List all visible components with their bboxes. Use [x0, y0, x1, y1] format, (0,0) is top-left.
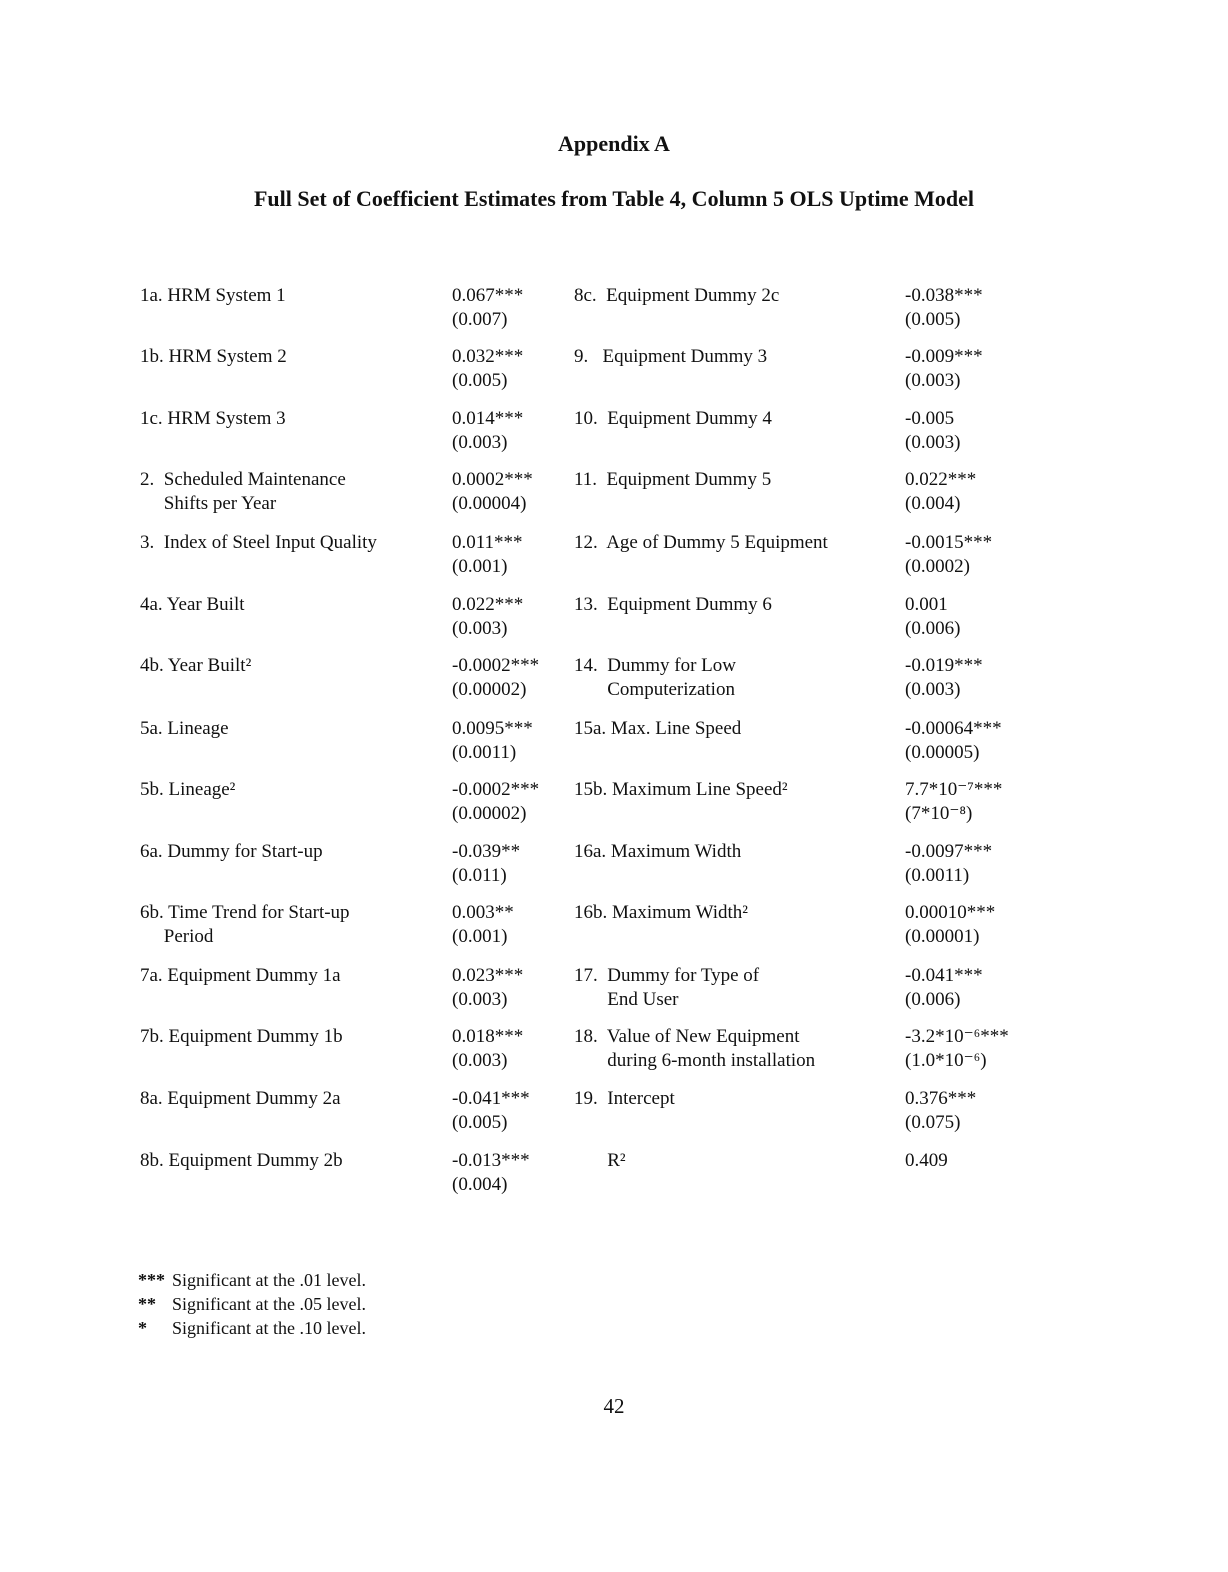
- right-value-line: -0.0097***: [905, 841, 993, 862]
- left-label: [140, 1025, 440, 1049]
- right-value-line: 0.001: [905, 594, 948, 615]
- table-row: [0, 593, 1228, 653]
- left-value-line: 0.023***: [452, 965, 524, 986]
- right-value-line: -0.038***: [905, 285, 983, 306]
- left-value: [452, 717, 562, 765]
- right-value-line: (0.075): [905, 1112, 961, 1133]
- left-value: [452, 901, 562, 949]
- right-label-line: 19. Intercept: [574, 1088, 675, 1109]
- right-value: [905, 778, 1035, 826]
- left-value-line: 0.018***: [452, 1026, 524, 1047]
- left-value: [452, 531, 562, 579]
- right-value-line: (0.0011): [905, 865, 970, 886]
- left-label-line: 6a. Dummy for Start-up: [140, 841, 323, 862]
- right-label-line: during 6-month installation: [574, 1050, 816, 1071]
- left-label: [140, 1149, 440, 1173]
- left-label-line: 5a. Lineage: [140, 718, 229, 739]
- left-value-line: (0.005): [452, 1112, 508, 1133]
- left-value: [452, 345, 562, 393]
- left-label-line: 8b. Equipment Dummy 2b: [140, 1150, 343, 1171]
- table-row: [0, 468, 1228, 528]
- right-value-line: 0.409: [905, 1150, 948, 1171]
- significance-notes: [138, 1268, 738, 1340]
- right-value-line: (0.00005): [905, 742, 980, 763]
- left-value-line: 0.0095***: [452, 718, 533, 739]
- left-value-line: (0.0011): [452, 742, 517, 763]
- left-value-line: -0.013***: [452, 1150, 530, 1171]
- right-label-line: 15b. Maximum Line Speed²: [574, 779, 788, 800]
- right-value-line: -0.005: [905, 408, 955, 429]
- right-value: [905, 964, 1035, 1012]
- table-row: [0, 345, 1228, 405]
- right-value-line: (0.006): [905, 989, 961, 1010]
- right-value: [905, 593, 1035, 641]
- left-value-line: 0.0002***: [452, 469, 533, 490]
- left-value-line: 0.032***: [452, 346, 524, 367]
- right-value-line: (0.003): [905, 370, 961, 391]
- table-row: [0, 531, 1228, 591]
- left-value-line: (0.005): [452, 370, 508, 391]
- left-value-line: (0.00002): [452, 803, 527, 824]
- left-label: [140, 778, 440, 802]
- left-value: [452, 654, 562, 702]
- right-label: [574, 964, 894, 1012]
- appendix-heading: Appendix A: [558, 131, 670, 156]
- left-value-line: 0.011***: [452, 532, 523, 553]
- right-value-line: (0.006): [905, 618, 961, 639]
- left-label: [140, 840, 440, 864]
- right-label: [574, 468, 894, 492]
- note-text: Significant at the .10 level.: [172, 1318, 366, 1338]
- right-value: [905, 1025, 1035, 1073]
- left-label-line: 4b. Year Built²: [140, 655, 252, 676]
- right-label: [574, 531, 894, 555]
- right-label-line: 10. Equipment Dummy 4: [574, 408, 772, 429]
- right-label: [574, 345, 894, 369]
- left-value: [452, 468, 562, 516]
- right-value: [905, 1149, 1035, 1173]
- right-value-line: -0.041***: [905, 965, 983, 986]
- left-label-line: 3. Index of Steel Input Quality: [140, 532, 377, 553]
- left-value-line: 0.067***: [452, 285, 524, 306]
- note-text: Significant at the .01 level.: [172, 1270, 366, 1290]
- left-value: [452, 1025, 562, 1073]
- left-value: [452, 407, 562, 455]
- table-row: [0, 901, 1228, 961]
- right-value: [905, 531, 1035, 579]
- left-label-line: 1a. HRM System 1: [140, 285, 286, 306]
- left-value: [452, 964, 562, 1012]
- left-label: [140, 593, 440, 617]
- left-label: [140, 407, 440, 431]
- note-line: [138, 1292, 738, 1316]
- right-value-line: (0.0002): [905, 556, 970, 577]
- table-row: [0, 840, 1228, 900]
- right-value: [905, 407, 1035, 455]
- note-mark: **: [138, 1294, 156, 1314]
- right-label-line: 17. Dummy for Type of: [574, 965, 760, 986]
- right-label: [574, 284, 894, 308]
- left-value: [452, 1087, 562, 1135]
- left-value: [452, 593, 562, 641]
- table-row: [0, 407, 1228, 467]
- left-value-line: (0.001): [452, 556, 508, 577]
- left-label: [140, 531, 440, 555]
- left-label-line: Period: [140, 926, 214, 947]
- table-title: Full Set of Coefficient Estimates from Table 4, Column 5 OLS Uptime Model: [253, 186, 975, 211]
- right-label: [574, 407, 894, 431]
- left-label-line: 1c. HRM System 3: [140, 408, 286, 429]
- right-value-line: -0.009***: [905, 346, 983, 367]
- table-row: [0, 654, 1228, 714]
- right-value-line: (0.005): [905, 309, 961, 330]
- left-label-line: 7b. Equipment Dummy 1b: [140, 1026, 343, 1047]
- note-line: [138, 1316, 738, 1340]
- left-value-line: (0.003): [452, 1050, 508, 1071]
- note-text: Significant at the .05 level.: [172, 1294, 366, 1314]
- left-value-line: (0.007): [452, 309, 508, 330]
- table-row: [0, 284, 1228, 344]
- table-row: [0, 964, 1228, 1024]
- left-label: [140, 654, 440, 678]
- right-value-line: (1.0*10⁻⁶): [905, 1050, 987, 1071]
- right-value-line: -0.0015***: [905, 532, 993, 553]
- left-value-line: (0.003): [452, 618, 508, 639]
- left-label-line: 7a. Equipment Dummy 1a: [140, 965, 341, 986]
- right-value-line: (0.004): [905, 493, 961, 514]
- table-row: [0, 717, 1228, 777]
- right-value: [905, 717, 1035, 765]
- right-value: [905, 840, 1035, 888]
- left-label-line: 4a. Year Built: [140, 594, 245, 615]
- right-value-line: 0.376***: [905, 1088, 977, 1109]
- left-value: [452, 1149, 562, 1197]
- right-label: [574, 1025, 894, 1073]
- left-value-line: 0.022***: [452, 594, 524, 615]
- page-number: 42: [603, 1394, 625, 1418]
- right-value: [905, 284, 1035, 332]
- right-label-line: 8c. Equipment Dummy 2c: [574, 285, 780, 306]
- left-label: [140, 284, 440, 308]
- left-value-line: -0.0002***: [452, 779, 540, 800]
- left-label: [140, 901, 440, 949]
- right-value: [905, 901, 1035, 949]
- right-label: [574, 654, 894, 702]
- right-label-line: 16b. Maximum Width²: [574, 902, 748, 923]
- right-value: [905, 468, 1035, 516]
- left-value-line: 0.014***: [452, 408, 524, 429]
- left-label-line: 1b. HRM System 2: [140, 346, 287, 367]
- right-value-line: 0.00010***: [905, 902, 996, 923]
- note-mark: *: [138, 1318, 147, 1338]
- right-value-line: -3.2*10⁻⁶***: [905, 1026, 1009, 1047]
- left-label: [140, 468, 440, 516]
- left-value-line: (0.00002): [452, 679, 527, 700]
- right-label-line: 11. Equipment Dummy 5: [574, 469, 772, 490]
- left-value-line: (0.003): [452, 432, 508, 453]
- right-value: [905, 345, 1035, 393]
- right-label-line: Computerization: [574, 679, 735, 700]
- left-label: [140, 717, 440, 741]
- left-value-line: (0.003): [452, 989, 508, 1010]
- left-value-line: (0.011): [452, 865, 507, 886]
- left-label: [140, 1087, 440, 1111]
- right-label: [574, 717, 894, 741]
- right-label-line: 18. Value of New Equipment: [574, 1026, 800, 1047]
- table-row: [0, 778, 1228, 838]
- left-label: [140, 964, 440, 988]
- right-label: [574, 593, 894, 617]
- left-label-line: Shifts per Year: [140, 493, 277, 514]
- right-label: [574, 1087, 894, 1111]
- note-mark: ***: [138, 1270, 165, 1290]
- left-value-line: -0.0002***: [452, 655, 540, 676]
- right-label-line: 16a. Maximum Width: [574, 841, 742, 862]
- right-value-line: (0.00001): [905, 926, 980, 947]
- coefficient-table: [0, 284, 1228, 1214]
- left-value-line: -0.041***: [452, 1088, 530, 1109]
- left-label-line: 8a. Equipment Dummy 2a: [140, 1088, 341, 1109]
- right-label: [574, 1149, 894, 1173]
- left-value-line: (0.00004): [452, 493, 527, 514]
- right-label: [574, 840, 894, 864]
- right-label: [574, 778, 894, 802]
- right-value: [905, 654, 1035, 702]
- right-value-line: -0.019***: [905, 655, 983, 676]
- right-value-line: 0.022***: [905, 469, 977, 490]
- right-label-line: End User: [574, 989, 679, 1010]
- right-value-line: (0.003): [905, 679, 961, 700]
- right-value: [905, 1087, 1035, 1135]
- table-row: [0, 1149, 1228, 1209]
- right-label-line: 14. Dummy for Low: [574, 655, 737, 676]
- left-value-line: -0.039**: [452, 841, 521, 862]
- note-line: [138, 1268, 738, 1292]
- left-value-line: 0.003**: [452, 902, 514, 923]
- right-value-line: (0.003): [905, 432, 961, 453]
- right-label-line: R²: [574, 1150, 626, 1171]
- right-label-line: 13. Equipment Dummy 6: [574, 594, 772, 615]
- right-label-line: 9. Equipment Dummy 3: [574, 346, 768, 367]
- right-label-line: 12. Age of Dummy 5 Equipment: [574, 532, 828, 553]
- left-label: [140, 345, 440, 369]
- left-label-line: 5b. Lineage²: [140, 779, 236, 800]
- right-value-line: -0.00064***: [905, 718, 1002, 739]
- left-value-line: (0.004): [452, 1174, 508, 1195]
- right-value-line: (7*10⁻⁸): [905, 803, 973, 824]
- left-value-line: (0.001): [452, 926, 508, 947]
- left-value: [452, 840, 562, 888]
- right-value-line: 7.7*10⁻⁷***: [905, 779, 1003, 800]
- right-label: [574, 901, 894, 925]
- left-label-line: 6b. Time Trend for Start-up: [140, 902, 350, 923]
- table-row: [0, 1025, 1228, 1085]
- left-label-line: 2. Scheduled Maintenance: [140, 469, 346, 490]
- left-value: [452, 778, 562, 826]
- left-value: [452, 284, 562, 332]
- table-row: [0, 1087, 1228, 1147]
- right-label-line: 15a. Max. Line Speed: [574, 718, 742, 739]
